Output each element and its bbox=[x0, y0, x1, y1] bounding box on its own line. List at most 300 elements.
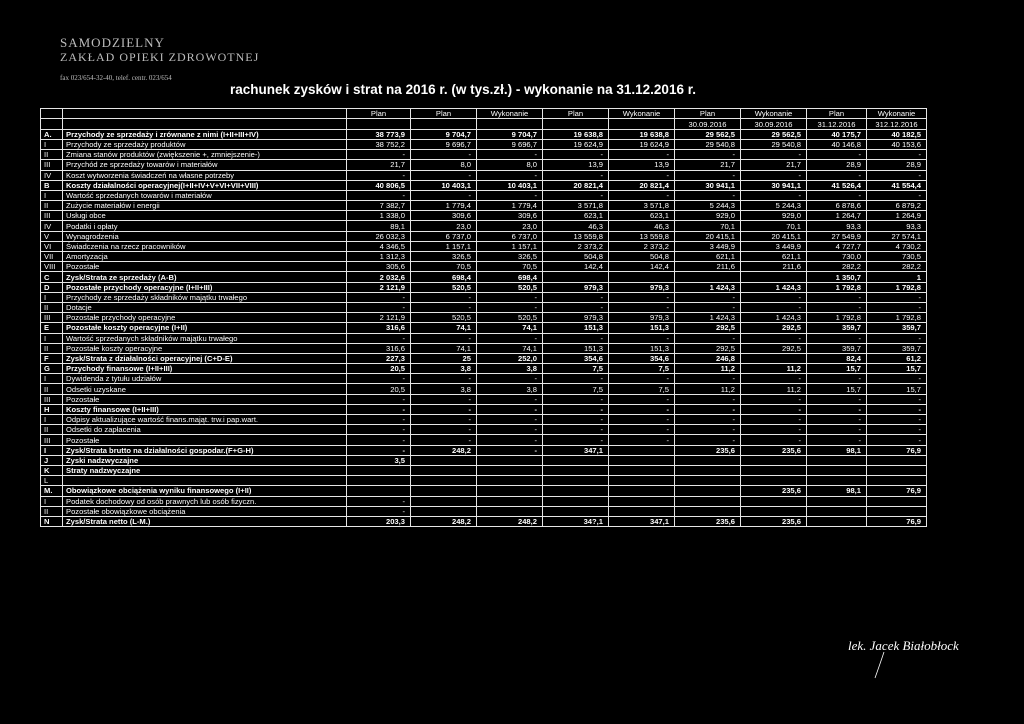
value-cell: 248,2 bbox=[477, 516, 543, 526]
table-row bbox=[41, 425, 927, 435]
value-cell: 309,6 bbox=[477, 211, 543, 221]
value-cell: - bbox=[347, 302, 411, 312]
value-cell: - bbox=[867, 435, 927, 445]
row-label: Przychody ze sprzedaży i zrównane z nimi (I+II+III+IV) bbox=[63, 129, 347, 139]
table-row bbox=[41, 241, 927, 251]
value-cell: 98,1 bbox=[807, 486, 867, 496]
column-header: Plan bbox=[807, 109, 867, 119]
value-cell: 235,6 bbox=[741, 445, 807, 455]
value-cell: - bbox=[609, 170, 675, 180]
value-cell: 1 424,3 bbox=[675, 313, 741, 323]
row-label: Wartość sprzedanych towarów i materiałów bbox=[63, 190, 347, 200]
table-row bbox=[41, 190, 927, 200]
value-cell bbox=[543, 455, 609, 465]
value-cell: 2 121,9 bbox=[347, 313, 411, 323]
value-cell: 1 792,8 bbox=[867, 282, 927, 292]
value-cell: 3,5 bbox=[347, 455, 411, 465]
value-cell bbox=[807, 465, 867, 475]
value-cell: 730,0 bbox=[807, 252, 867, 262]
value-cell: 30 941,1 bbox=[675, 180, 741, 190]
value-cell bbox=[741, 476, 807, 486]
value-cell: 34?,1 bbox=[543, 516, 609, 526]
value-cell: 227,3 bbox=[347, 353, 411, 363]
value-cell: 11,2 bbox=[675, 384, 741, 394]
table-row bbox=[41, 302, 927, 312]
value-cell: - bbox=[867, 302, 927, 312]
value-cell: 1 792,8 bbox=[867, 313, 927, 323]
table-row bbox=[41, 282, 927, 292]
value-cell: 151,3 bbox=[609, 323, 675, 333]
row-label: Pozostałe bbox=[63, 435, 347, 445]
value-cell: 504,8 bbox=[609, 252, 675, 262]
value-cell: 10 403,1 bbox=[477, 180, 543, 190]
value-cell bbox=[675, 496, 741, 506]
value-cell: - bbox=[477, 190, 543, 200]
value-cell: 979,3 bbox=[609, 282, 675, 292]
value-cell: - bbox=[675, 292, 741, 302]
value-cell: 6 737,0 bbox=[411, 231, 477, 241]
value-cell: 929,0 bbox=[675, 211, 741, 221]
value-cell: - bbox=[807, 190, 867, 200]
value-cell: 1 338,0 bbox=[347, 211, 411, 221]
value-cell: 1 779,4 bbox=[411, 201, 477, 211]
value-cell: - bbox=[543, 170, 609, 180]
value-cell bbox=[741, 455, 807, 465]
value-cell: 10 403,1 bbox=[411, 180, 477, 190]
value-cell: - bbox=[543, 292, 609, 302]
row-marker: G bbox=[41, 364, 63, 374]
value-cell: 8,0 bbox=[477, 160, 543, 170]
value-cell: - bbox=[347, 374, 411, 384]
value-cell bbox=[477, 465, 543, 475]
value-cell: - bbox=[609, 435, 675, 445]
value-cell: 11,2 bbox=[741, 384, 807, 394]
column-header: Plan bbox=[347, 109, 411, 119]
value-cell bbox=[675, 272, 741, 282]
value-cell: - bbox=[609, 302, 675, 312]
value-cell: 151,3 bbox=[609, 343, 675, 353]
value-cell: - bbox=[609, 150, 675, 160]
value-cell bbox=[543, 486, 609, 496]
table-body bbox=[41, 129, 927, 526]
value-cell: 7 382,7 bbox=[347, 201, 411, 211]
row-marker: I bbox=[41, 496, 63, 506]
value-cell: 74,1 bbox=[477, 323, 543, 333]
value-cell: 70,5 bbox=[477, 262, 543, 272]
column-header: Plan bbox=[543, 109, 609, 119]
value-cell: - bbox=[411, 333, 477, 343]
table-row bbox=[41, 353, 927, 363]
value-cell: 2 373,2 bbox=[543, 241, 609, 251]
row-marker: I bbox=[41, 445, 63, 455]
value-cell bbox=[347, 476, 411, 486]
value-cell: 21,7 bbox=[675, 160, 741, 170]
value-cell: - bbox=[675, 415, 741, 425]
value-cell: 1 424,3 bbox=[741, 313, 807, 323]
value-cell: 1 792,8 bbox=[807, 282, 867, 292]
value-cell: - bbox=[477, 292, 543, 302]
value-cell: 15,7 bbox=[807, 364, 867, 374]
value-cell bbox=[411, 506, 477, 516]
value-cell: 1 792,8 bbox=[807, 313, 867, 323]
table-row bbox=[41, 455, 927, 465]
value-cell bbox=[477, 486, 543, 496]
value-cell: 316,6 bbox=[347, 343, 411, 353]
value-cell: 520,5 bbox=[477, 282, 543, 292]
value-cell: - bbox=[807, 374, 867, 384]
row-marker: D bbox=[41, 282, 63, 292]
value-cell: - bbox=[867, 150, 927, 160]
value-cell: 347,1 bbox=[609, 516, 675, 526]
value-cell: 282,2 bbox=[867, 262, 927, 272]
row-marker: K bbox=[41, 465, 63, 475]
value-cell bbox=[411, 476, 477, 486]
value-cell bbox=[609, 465, 675, 475]
value-cell: - bbox=[543, 394, 609, 404]
value-cell bbox=[609, 476, 675, 486]
value-cell: - bbox=[347, 425, 411, 435]
column-header bbox=[477, 119, 543, 129]
value-cell: - bbox=[741, 190, 807, 200]
value-cell: 20 821,4 bbox=[609, 180, 675, 190]
value-cell: 9 704,7 bbox=[477, 129, 543, 139]
value-cell: - bbox=[867, 190, 927, 200]
row-label: Zmiana stanów produktów (zwiększenie +, zmniejszenie-) bbox=[63, 150, 347, 160]
value-cell bbox=[543, 506, 609, 516]
column-header: Plan bbox=[411, 109, 477, 119]
column-header bbox=[411, 119, 477, 129]
row-label: Zużycie materiałów i energii bbox=[63, 201, 347, 211]
value-cell: - bbox=[807, 333, 867, 343]
value-cell bbox=[477, 506, 543, 516]
value-cell: 2 373,2 bbox=[609, 241, 675, 251]
value-cell: 46,3 bbox=[609, 221, 675, 231]
row-label: Pozostałe przychody operacyjne bbox=[63, 313, 347, 323]
value-cell: 41 526,4 bbox=[807, 180, 867, 190]
value-cell bbox=[543, 476, 609, 486]
table-row bbox=[41, 180, 927, 190]
value-cell: 23,0 bbox=[477, 221, 543, 231]
value-cell: 15,7 bbox=[867, 384, 927, 394]
table-row bbox=[41, 170, 927, 180]
value-cell: - bbox=[347, 394, 411, 404]
row-marker: V bbox=[41, 231, 63, 241]
value-cell: - bbox=[675, 435, 741, 445]
value-cell: - bbox=[347, 435, 411, 445]
value-cell: - bbox=[411, 425, 477, 435]
row-label: Obowiązkowe obciążenia wyniku finansowego (I+II) bbox=[63, 486, 347, 496]
value-cell: 347,1 bbox=[543, 445, 609, 455]
value-cell: 11,2 bbox=[741, 364, 807, 374]
value-cell: - bbox=[609, 415, 675, 425]
value-cell: - bbox=[347, 150, 411, 160]
table-row bbox=[41, 160, 927, 170]
value-cell: 13,9 bbox=[543, 160, 609, 170]
column-header bbox=[543, 119, 609, 129]
value-cell: 3,8 bbox=[411, 384, 477, 394]
value-cell: - bbox=[675, 150, 741, 160]
value-cell: - bbox=[543, 150, 609, 160]
value-cell: 1 350,7 bbox=[807, 272, 867, 282]
value-cell: 621,1 bbox=[741, 252, 807, 262]
value-cell: - bbox=[867, 374, 927, 384]
value-cell: - bbox=[741, 170, 807, 180]
table-row bbox=[41, 435, 927, 445]
value-cell: 40 153,6 bbox=[867, 139, 927, 149]
row-marker: VIII bbox=[41, 262, 63, 272]
value-cell: - bbox=[411, 435, 477, 445]
value-cell: 93,3 bbox=[867, 221, 927, 231]
value-cell: - bbox=[477, 170, 543, 180]
value-cell: 29 562,5 bbox=[675, 129, 741, 139]
value-cell: 9 704,7 bbox=[411, 129, 477, 139]
value-cell: 248,2 bbox=[411, 516, 477, 526]
table-row bbox=[41, 139, 927, 149]
value-cell: - bbox=[807, 435, 867, 445]
value-cell bbox=[347, 465, 411, 475]
value-cell: 359,7 bbox=[807, 323, 867, 333]
value-cell: 7,5 bbox=[543, 364, 609, 374]
value-cell: 354,6 bbox=[543, 353, 609, 363]
value-cell bbox=[675, 486, 741, 496]
value-cell bbox=[477, 496, 543, 506]
column-header: 312.12.2016 bbox=[867, 119, 927, 129]
value-cell bbox=[609, 455, 675, 465]
value-cell: 979,3 bbox=[543, 282, 609, 292]
value-cell: 15,7 bbox=[867, 364, 927, 374]
value-cell: 359,7 bbox=[807, 343, 867, 353]
value-cell: 28,9 bbox=[807, 160, 867, 170]
value-cell bbox=[867, 496, 927, 506]
value-cell: 504,8 bbox=[543, 252, 609, 262]
value-cell: 40 182,5 bbox=[867, 129, 927, 139]
value-cell: 305,6 bbox=[347, 262, 411, 272]
row-marker: N bbox=[41, 516, 63, 526]
value-cell: 1 bbox=[867, 272, 927, 282]
row-marker: II bbox=[41, 302, 63, 312]
value-cell: - bbox=[675, 333, 741, 343]
value-cell: 40 146,8 bbox=[807, 139, 867, 149]
value-cell bbox=[867, 465, 927, 475]
value-cell: 698,4 bbox=[477, 272, 543, 282]
value-cell: 698,4 bbox=[411, 272, 477, 282]
value-cell: - bbox=[675, 394, 741, 404]
value-cell: 38 773,9 bbox=[347, 129, 411, 139]
table-row bbox=[41, 221, 927, 231]
value-cell: - bbox=[543, 415, 609, 425]
value-cell: - bbox=[477, 150, 543, 160]
value-cell: 3,8 bbox=[411, 364, 477, 374]
row-marker: II bbox=[41, 343, 63, 353]
row-label: Przychody ze sprzedaży produktów bbox=[63, 139, 347, 149]
value-cell: 76,9 bbox=[867, 445, 927, 455]
row-label: Odsetki uzyskane bbox=[63, 384, 347, 394]
value-cell bbox=[807, 506, 867, 516]
row-label: Podatek dochodowy od osób prawnych lub osób fizyczn. bbox=[63, 496, 347, 506]
value-cell: 1 779,4 bbox=[477, 201, 543, 211]
value-cell bbox=[675, 455, 741, 465]
value-cell: 309,6 bbox=[411, 211, 477, 221]
value-cell: 623,1 bbox=[609, 211, 675, 221]
row-label: Zysk/Strata ze sprzedaży (A-B) bbox=[63, 272, 347, 282]
value-cell: 4 730,2 bbox=[867, 241, 927, 251]
row-marker: B bbox=[41, 180, 63, 190]
value-cell: - bbox=[609, 374, 675, 384]
table-row bbox=[41, 211, 927, 221]
row-label: Przychody finansowe (I+II+III) bbox=[63, 364, 347, 374]
table-row bbox=[41, 476, 927, 486]
column-header: 30.09.2016 bbox=[675, 119, 741, 129]
row-label: Pozostałe koszty operacyjne bbox=[63, 343, 347, 353]
value-cell bbox=[675, 476, 741, 486]
value-cell: 74,1 bbox=[411, 343, 477, 353]
value-cell bbox=[411, 486, 477, 496]
row-label: Pozostałe przychody operacyjne (I+II+III) bbox=[63, 282, 347, 292]
value-cell: - bbox=[543, 404, 609, 414]
value-cell: - bbox=[609, 292, 675, 302]
value-cell: - bbox=[411, 292, 477, 302]
value-cell bbox=[609, 506, 675, 516]
value-cell: - bbox=[807, 292, 867, 302]
value-cell: 235,6 bbox=[741, 486, 807, 496]
value-cell: - bbox=[741, 302, 807, 312]
value-cell: - bbox=[477, 394, 543, 404]
row-marker: H bbox=[41, 404, 63, 414]
value-cell: 142,4 bbox=[543, 262, 609, 272]
value-cell: 6 737,0 bbox=[477, 231, 543, 241]
value-cell bbox=[609, 445, 675, 455]
value-cell: - bbox=[477, 415, 543, 425]
value-cell: - bbox=[609, 190, 675, 200]
value-cell: 248,2 bbox=[411, 445, 477, 455]
table-row bbox=[41, 374, 927, 384]
document-title: rachunek zysków i strat na 2016 r. (w tys.zł.) - wykonanie na 31.12.2016 r. bbox=[230, 82, 696, 97]
value-cell: 4 346,5 bbox=[347, 241, 411, 251]
value-cell bbox=[741, 496, 807, 506]
row-marker: II bbox=[41, 384, 63, 394]
table-row bbox=[41, 384, 927, 394]
value-cell: 316,6 bbox=[347, 323, 411, 333]
table-row bbox=[41, 150, 927, 160]
row-marker: I bbox=[41, 415, 63, 425]
value-cell: - bbox=[411, 404, 477, 414]
value-cell: 20,5 bbox=[347, 364, 411, 374]
column-header: 31.12.2016 bbox=[807, 119, 867, 129]
table-row bbox=[41, 394, 927, 404]
value-cell: - bbox=[411, 302, 477, 312]
column-header: Wykonanie bbox=[867, 109, 927, 119]
profit-loss-table bbox=[40, 108, 927, 527]
row-label: Przychód ze sprzedaży towarów i materiałów bbox=[63, 160, 347, 170]
value-cell: 3,8 bbox=[477, 364, 543, 374]
value-cell bbox=[675, 506, 741, 516]
value-cell: - bbox=[741, 333, 807, 343]
table-row bbox=[41, 231, 927, 241]
value-cell: - bbox=[543, 333, 609, 343]
value-cell: 19 624,9 bbox=[543, 139, 609, 149]
value-cell: 2 032,6 bbox=[347, 272, 411, 282]
value-cell bbox=[411, 465, 477, 475]
row-label: Dotacje bbox=[63, 302, 347, 312]
value-cell: - bbox=[867, 170, 927, 180]
value-cell: 292,5 bbox=[741, 343, 807, 353]
row-marker: I bbox=[41, 374, 63, 384]
value-cell: - bbox=[477, 374, 543, 384]
value-cell: 89,1 bbox=[347, 221, 411, 231]
row-marker: III bbox=[41, 160, 63, 170]
value-cell bbox=[543, 465, 609, 475]
row-marker: E bbox=[41, 323, 63, 333]
value-cell: 9 696,7 bbox=[411, 139, 477, 149]
value-cell: - bbox=[347, 496, 411, 506]
row-marker: F bbox=[41, 353, 63, 363]
row-label: Pozostałe obowiązkowe obciążenia bbox=[63, 506, 347, 516]
value-cell bbox=[741, 272, 807, 282]
row-marker: III bbox=[41, 435, 63, 445]
value-cell: 20 415,1 bbox=[741, 231, 807, 241]
value-cell: - bbox=[477, 333, 543, 343]
value-cell: 28,9 bbox=[867, 160, 927, 170]
value-cell: - bbox=[411, 190, 477, 200]
column-header: Wykonanie bbox=[741, 109, 807, 119]
row-label: Koszty finansowe (I+II+III) bbox=[63, 404, 347, 414]
value-cell: - bbox=[741, 150, 807, 160]
value-cell bbox=[477, 455, 543, 465]
value-cell: - bbox=[411, 415, 477, 425]
value-cell: - bbox=[347, 445, 411, 455]
table-row bbox=[41, 201, 927, 211]
row-label: Zyski nadzwyczajne bbox=[63, 455, 347, 465]
column-header: Wykonanie bbox=[477, 109, 543, 119]
table-row bbox=[41, 292, 927, 302]
value-cell: - bbox=[609, 333, 675, 343]
value-cell bbox=[807, 516, 867, 526]
value-cell: - bbox=[347, 404, 411, 414]
value-cell: 979,3 bbox=[609, 313, 675, 323]
value-cell: 38 752,2 bbox=[347, 139, 411, 149]
value-cell: 730,5 bbox=[867, 252, 927, 262]
value-cell: 246,8 bbox=[675, 353, 741, 363]
value-cell: - bbox=[543, 374, 609, 384]
value-cell: 1 312,3 bbox=[347, 252, 411, 262]
column-header: 30.09.2016 bbox=[741, 119, 807, 129]
value-cell: 979,3 bbox=[543, 313, 609, 323]
value-cell bbox=[411, 496, 477, 506]
value-cell: 211,6 bbox=[741, 262, 807, 272]
value-cell: 98,1 bbox=[807, 445, 867, 455]
value-cell: - bbox=[807, 394, 867, 404]
row-label: Zysk/Strata z działalności operacyjnej (C+D-E) bbox=[63, 353, 347, 363]
value-cell: - bbox=[477, 435, 543, 445]
value-cell: 203,3 bbox=[347, 516, 411, 526]
value-cell: - bbox=[477, 302, 543, 312]
value-cell: - bbox=[411, 170, 477, 180]
row-label: Wartość sprzedanych składników majątku trwałego bbox=[63, 333, 347, 343]
stamp-line-2: ZAKŁAD OPIEKI ZDROWOTNEJ bbox=[60, 50, 260, 64]
value-cell: - bbox=[411, 150, 477, 160]
value-cell bbox=[867, 506, 927, 516]
value-cell: - bbox=[609, 404, 675, 414]
value-cell: 326,5 bbox=[411, 252, 477, 262]
table-row bbox=[41, 404, 927, 414]
row-marker: C bbox=[41, 272, 63, 282]
value-cell bbox=[609, 496, 675, 506]
value-cell: - bbox=[741, 415, 807, 425]
value-cell: 29 562,5 bbox=[741, 129, 807, 139]
value-cell: 142,4 bbox=[609, 262, 675, 272]
value-cell: 76,9 bbox=[867, 516, 927, 526]
table-header bbox=[41, 109, 927, 130]
